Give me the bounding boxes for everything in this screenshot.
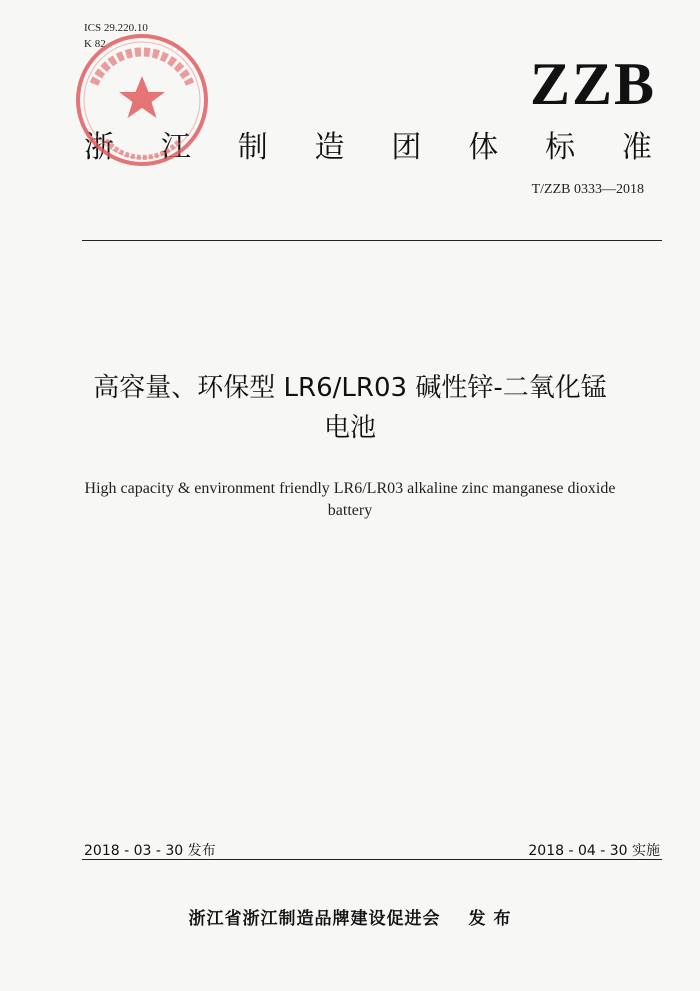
publish-date: 2018 - 03 - 30 发布 [84,843,216,859]
title-en-line: battery [327,502,373,519]
title-char: 江 [160,130,191,165]
ccs-code: K 82 [84,38,106,50]
title-cn-line: 电池 [323,413,376,443]
title-char: 制 [237,130,268,165]
standard-number: T/ZZB 0333—2018 [531,182,644,197]
footer-divider [82,859,662,860]
implement-date: 2018 - 04 - 30 实施 [528,843,660,859]
title-char: 准 [621,130,652,165]
issuer-action: 发 布 [468,909,512,929]
header-divider [82,240,662,241]
title-char: 标 [545,130,576,165]
ics-code: ICS 29.220.10 [84,22,148,34]
issuer-name: 浙江省浙江制造品牌建设促进会 [188,909,441,929]
brand-logo: ZZB [529,51,656,117]
title-char: 团 [391,130,422,165]
document-title-en [40,478,660,522]
title-en-line: High capacity & environment friendly LR6/LR03 alkaline zinc manganese dioxide [84,480,616,497]
title-char: 浙 [84,130,114,165]
title-cn-line: 高容量、环保型 LR6/LR03 碱性锌-二氧化锰 [93,373,607,403]
red-seal-stamp [72,24,212,174]
title-char: 造 [314,130,345,165]
document-title-cn [40,368,660,448]
star-icon [119,76,165,118]
issuer-line [0,904,700,929]
title-char: 体 [468,130,499,165]
